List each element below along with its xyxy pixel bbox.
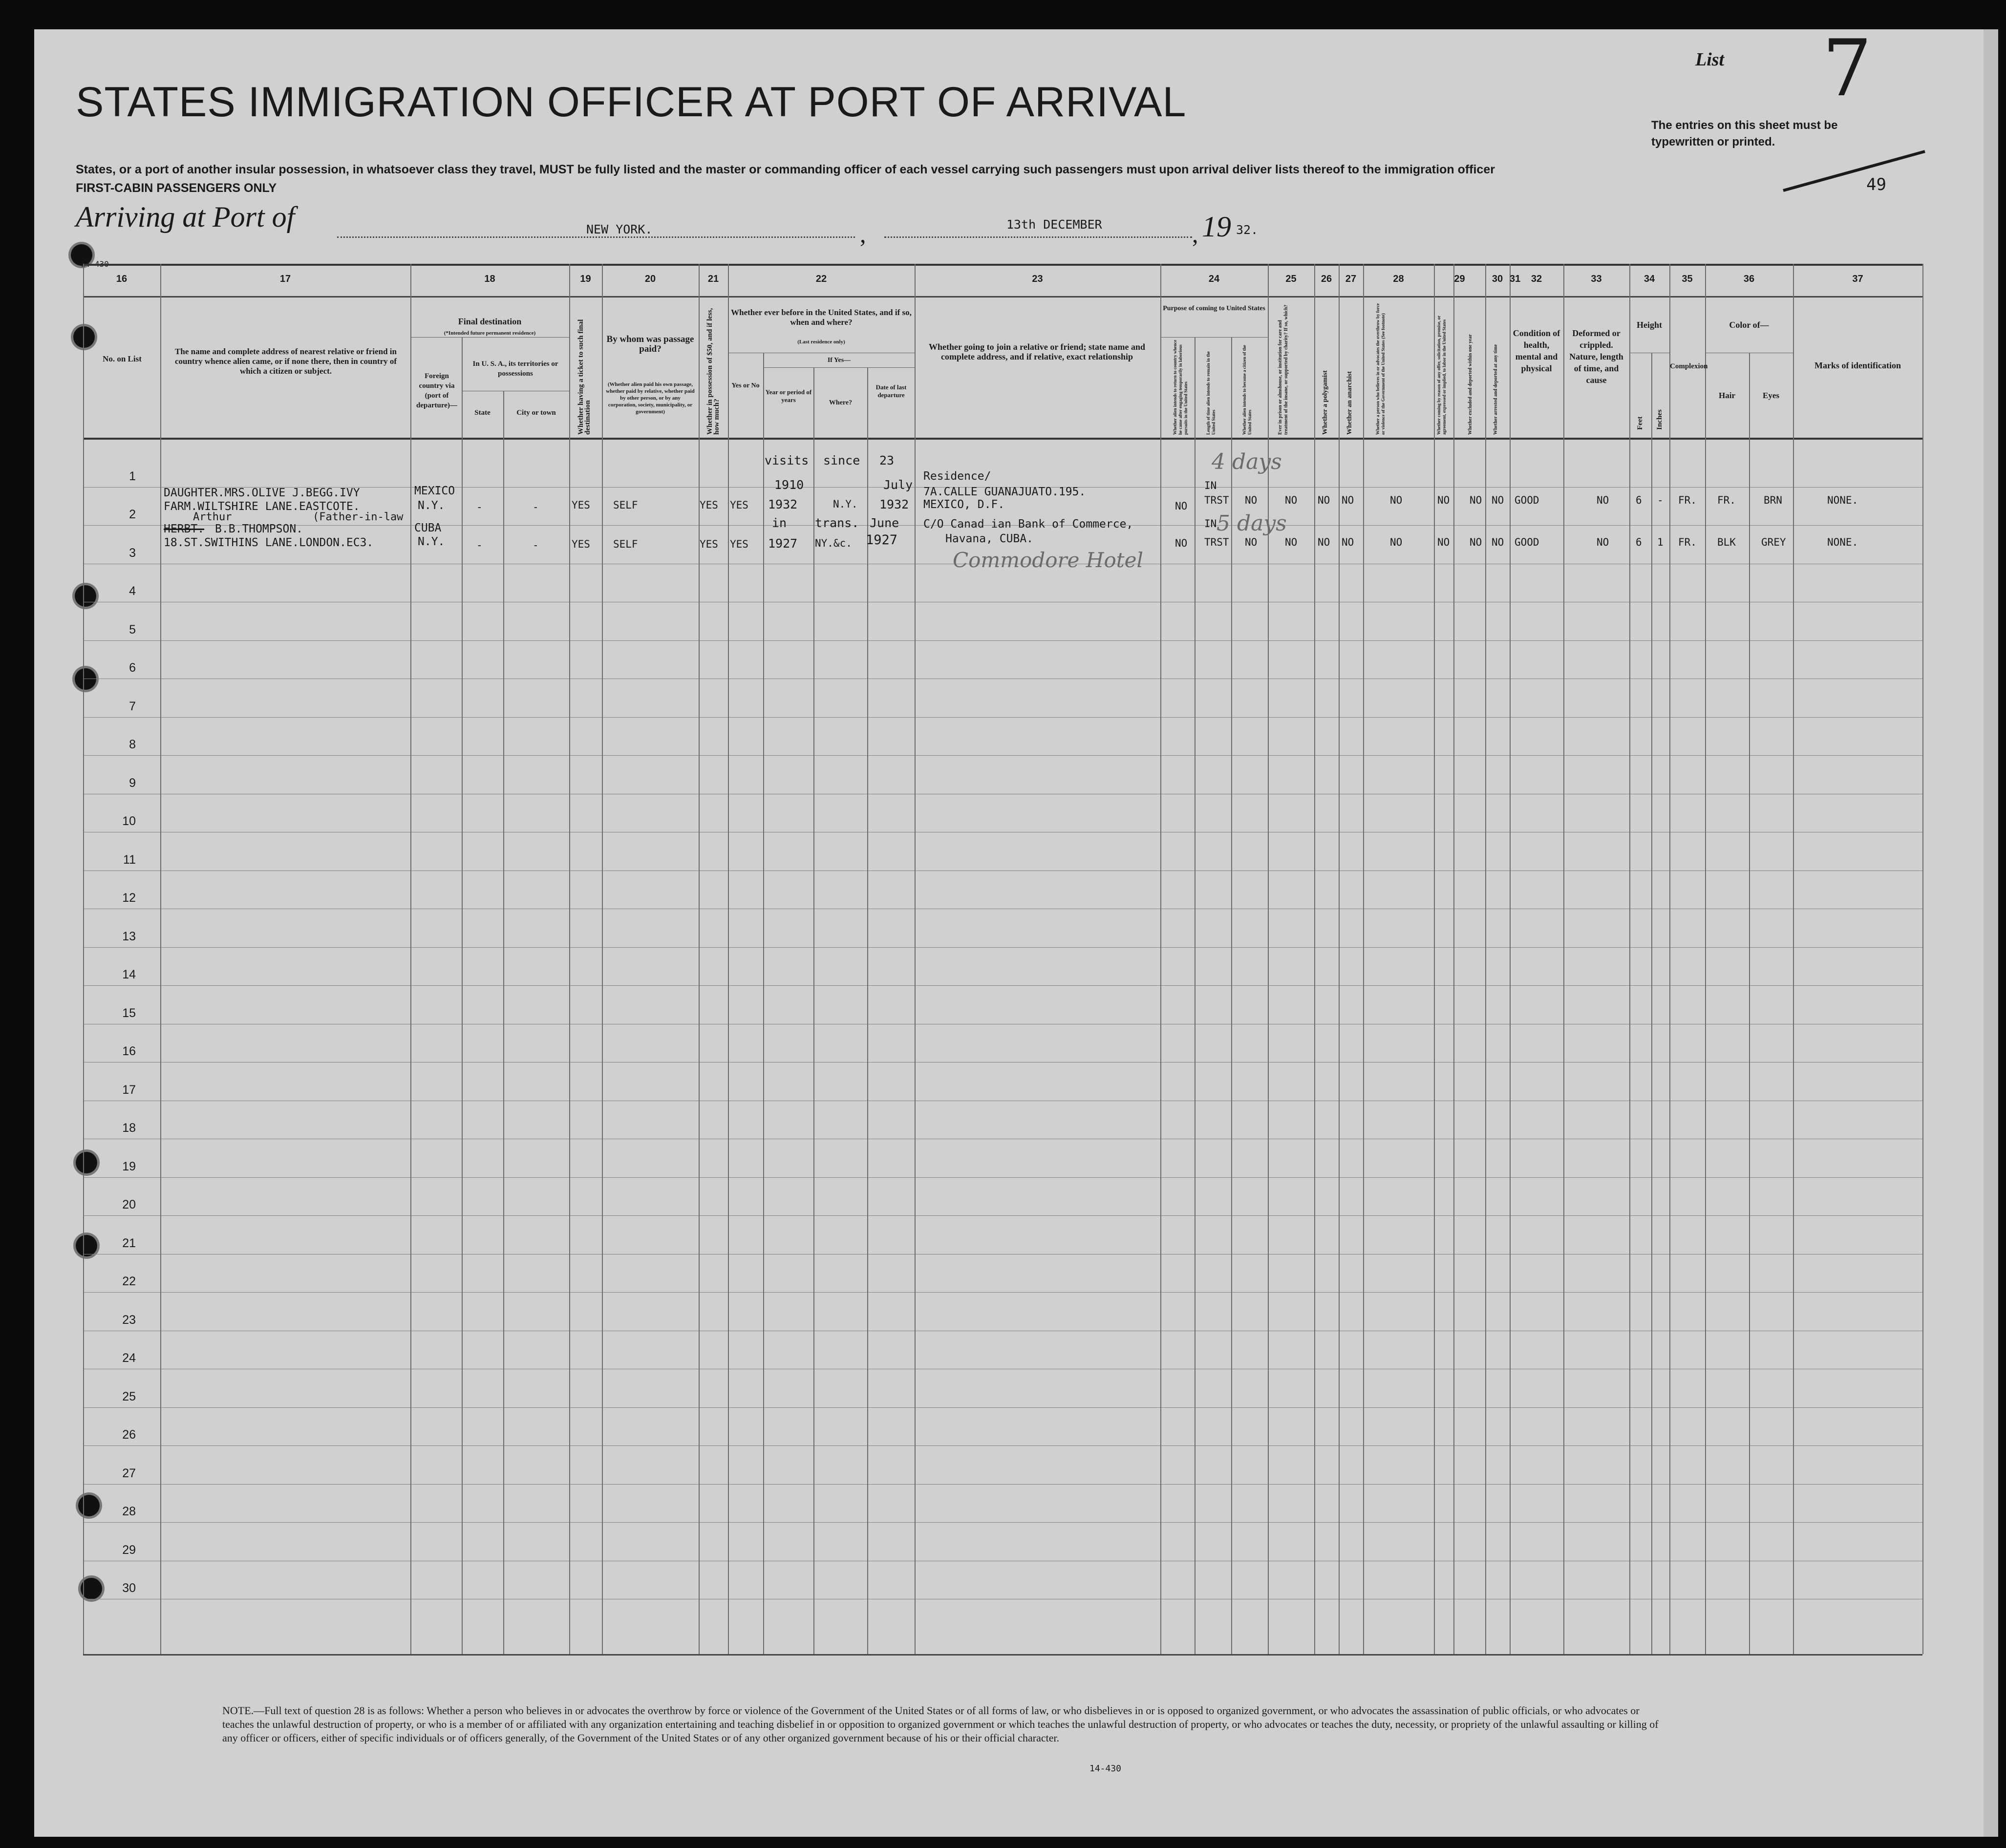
row-number: 10 xyxy=(122,814,136,828)
table-bottom-rule xyxy=(83,1654,1922,1656)
column-number: 21 xyxy=(707,274,719,284)
r1-ticket: YES xyxy=(572,499,590,511)
r1-date-line3: 1932 xyxy=(879,497,909,511)
header-state: State xyxy=(474,409,491,417)
column-rule xyxy=(915,264,916,1654)
header-overthrow: Whether a person who believes in or advocates the overthrow by force or violence of the Government of the United States (See footnote) xyxy=(1375,303,1386,435)
column-number: 16 xyxy=(116,274,128,284)
column-rule xyxy=(1160,264,1161,1654)
row-number: 3 xyxy=(129,546,136,560)
column-rule xyxy=(728,264,729,1654)
subheader-rule xyxy=(1160,337,1268,338)
header-ever-before-note: (Last residence only) xyxy=(797,339,845,345)
r2-complexion: FR. xyxy=(1678,536,1697,548)
r1-join-line1: Residence/ xyxy=(923,470,991,483)
column-rule xyxy=(1749,353,1750,1654)
r2-ever-before: YES xyxy=(730,538,748,550)
r1-where-line1: since xyxy=(823,453,860,467)
column-rule xyxy=(1922,264,1923,1654)
header-bottom-rule xyxy=(83,438,1922,440)
column-rule xyxy=(1563,264,1564,1654)
row-line xyxy=(83,1292,1922,1293)
header-color-of: Color of— xyxy=(1729,320,1769,330)
binder-hole xyxy=(78,1495,100,1516)
arrival-year-suffix: 32. xyxy=(1236,223,1259,237)
r1-marks: NONE. xyxy=(1827,494,1858,506)
r1-length-line1: IN xyxy=(1204,480,1217,491)
column-number: 31 xyxy=(1510,274,1521,284)
column-number: 25 xyxy=(1285,274,1297,284)
r1-length-line2: TRST xyxy=(1204,494,1229,506)
row-number: 26 xyxy=(122,1428,136,1442)
r1-state: - xyxy=(476,501,483,513)
column-rule xyxy=(1434,264,1435,1654)
column-rule xyxy=(462,337,463,1654)
r2-year-line2: 1927 xyxy=(768,536,798,551)
row-number: 28 xyxy=(122,1505,136,1518)
r1-ever-before: YES xyxy=(730,499,748,511)
form-number: 14-430 xyxy=(1089,1763,1122,1774)
r1-money: YES xyxy=(700,499,718,511)
column-number: 32 xyxy=(1531,274,1542,284)
row-number: 15 xyxy=(122,1006,136,1020)
column-number: 24 xyxy=(1208,274,1220,284)
form-subtitle xyxy=(76,160,1590,197)
r2-join-line2: Havana, CUBA. xyxy=(945,532,1034,545)
r1-excluded: NO xyxy=(1470,494,1482,506)
r1-port-of-departure: N.Y. xyxy=(418,499,445,512)
form-title: STATES IMMIGRATION OFFICER AT PORT OF ARRIVAL xyxy=(76,79,1187,126)
column-rule xyxy=(1485,264,1486,1654)
binder-hole xyxy=(76,1152,97,1173)
r2-where-line1: trans. xyxy=(815,516,859,530)
header-money: Whether in possession of $50, and if less, how much? xyxy=(706,308,721,435)
column-number: 27 xyxy=(1345,274,1357,284)
page-number: 49 xyxy=(1866,175,1886,194)
r1-year-line3: 1932 xyxy=(768,497,798,511)
dotted-line xyxy=(337,236,855,238)
row-number: 21 xyxy=(122,1236,136,1250)
header-where: Where? xyxy=(829,399,853,406)
header-prison: Ever in prison or almshouse, or institution for care and treatment of the insane, or supported by charity? If so, which? xyxy=(1278,304,1289,435)
r1-relative-line2: FARM.WILTSHIRE LANE.EASTCOTE. xyxy=(164,500,360,513)
row-number: 1 xyxy=(129,469,136,483)
r1-foreign-country: MEXICO xyxy=(414,485,455,497)
binder-hole xyxy=(75,668,96,690)
header-date-departure: Date of last departure xyxy=(875,383,907,399)
r2-length-line1: IN xyxy=(1204,518,1217,530)
r2-state: - xyxy=(476,539,483,551)
r1-anarchist: NO xyxy=(1342,494,1354,506)
comma: , xyxy=(1192,220,1198,248)
header-ticket: Whether having a ticket to such final destination xyxy=(577,319,592,435)
header-deported: Whether arrested and deported at any time xyxy=(1493,344,1498,435)
column-number: 20 xyxy=(644,274,656,284)
column-rule xyxy=(763,353,764,1654)
row-line xyxy=(83,1215,1922,1216)
arrival-year: 19 xyxy=(1202,211,1231,243)
r1-inches: - xyxy=(1657,494,1664,506)
row-number: 5 xyxy=(129,623,136,637)
manifest-sheet xyxy=(34,22,1984,1837)
row-line xyxy=(83,1484,1922,1485)
list-label: List xyxy=(1695,49,1725,70)
header-return-labor: Whether alien intends to return to country whence he came after engaging temporarily in laborious pursuits in the United States xyxy=(1173,340,1188,435)
row-line xyxy=(83,985,1922,986)
column-number: 22 xyxy=(815,274,827,284)
r1-join-line3: MEXICO, D.F. xyxy=(923,498,1005,511)
r2-ticket: YES xyxy=(572,538,590,550)
column-rule xyxy=(1363,264,1364,1654)
column-rule xyxy=(1339,264,1340,1654)
column-number: 36 xyxy=(1743,274,1755,284)
header-city: City or town xyxy=(516,409,556,417)
r2-passage-paid: SELF xyxy=(613,538,638,550)
r2-money: YES xyxy=(700,538,718,550)
header-excluded: Whether excluded and deported within one year xyxy=(1468,334,1473,435)
header-rule xyxy=(83,264,1922,266)
r1-health: GOOD xyxy=(1515,494,1539,506)
r2-hair: BLK xyxy=(1717,536,1736,548)
header-labor-offer: Whether coming by reason of any offer, solicitation, promise, or agreement, expressed or implied, to labor in the United States xyxy=(1436,316,1447,435)
column-number: 17 xyxy=(279,274,291,284)
header-eyes: Eyes xyxy=(1763,391,1779,400)
r2-deported: NO xyxy=(1492,536,1504,548)
r1-deformed: NO xyxy=(1597,494,1609,506)
r1-return-labor: NO xyxy=(1175,500,1188,512)
arrival-date: 13th DECEMBER xyxy=(1006,217,1102,232)
column-number: 28 xyxy=(1393,274,1404,284)
footnote: NOTE.—Full text of question 28 is as follows: Whether a person who believes in or advocates the overthrow by force or violence of the Government of the United States or of all forms of law, or who disbelieves in or is opposed to organized government, or who advocates the assassination of public officials, or who advocates or teaches the unlawful destruction of property, or who is a member of or affiliated with any organization entertaining and teaching disbelief in or opposition to organized government or which teaches the unlawful destruction of property, or who advocates or teaches the duty, necessity, or propriety of the unlawful assaulting or killing of any officer or officers, either of specific individuals or of officers generally, of the Government of the United States or of any other organized government because of his or their official character. xyxy=(222,1704,1659,1744)
header-deformed: Deformed or crippled. Nature, length of time, and cause xyxy=(1569,328,1623,385)
r2-return-labor: NO xyxy=(1175,537,1188,549)
column-rule xyxy=(1705,264,1706,1654)
r1-join-line2: 7A.CALLE GUANAJUATO.195. xyxy=(923,486,1086,498)
row-line xyxy=(83,755,1922,756)
r1-relative-line1: DAUGHTER.MRS.OLIVE J.BEGG.IVY xyxy=(164,487,360,499)
column-rule xyxy=(160,264,161,1654)
header-length-stay: Length of time alien intends to remain in the United States xyxy=(1206,351,1216,435)
row-number: 18 xyxy=(122,1121,136,1135)
arrival-port: NEW YORK. xyxy=(586,222,653,236)
r2-city: - xyxy=(533,539,539,551)
r2-port-of-departure: N.Y. xyxy=(418,535,445,548)
row-line xyxy=(83,1445,1922,1446)
header-inches: Inches xyxy=(1656,409,1664,430)
column-rule xyxy=(410,264,411,1654)
header-no-on-list: No. on List xyxy=(103,354,142,363)
row-number: 8 xyxy=(129,738,136,751)
arriving-label: Arriving at Port of xyxy=(76,201,295,233)
column-rule xyxy=(1629,264,1630,1654)
binder-hole xyxy=(73,326,95,348)
r2-marks: NONE. xyxy=(1827,536,1858,548)
column-number: 29 xyxy=(1454,274,1465,284)
column-rule xyxy=(1510,264,1511,1654)
header-final-destination-note: (*Intended future permanent residence) xyxy=(444,330,536,336)
r1-passage-paid: SELF xyxy=(613,499,638,511)
r2-health: GOOD xyxy=(1515,536,1539,548)
header-hair: Hair xyxy=(1719,391,1735,400)
row-number: 20 xyxy=(122,1198,136,1211)
r1-date-line1: 23 xyxy=(879,453,895,467)
column-rule xyxy=(569,264,570,1654)
page-edge xyxy=(1984,29,1998,1837)
header-usa: In U. S. A., its territories or possessions xyxy=(472,360,558,378)
header-passage-paid: By whom was passage paid? xyxy=(606,334,694,354)
column-number: 19 xyxy=(580,274,591,284)
column-number: 37 xyxy=(1852,274,1863,284)
r2-foreign-country: CUBA xyxy=(414,522,442,534)
r2-year-line1: in xyxy=(772,516,787,530)
form-instructions: States, or a port of another insular possession, in whatsoever class they travel, MUST be fully listed and the master or commanding officer of each vessel carrying such passengers must upon arrival deliver lists thereof to the immigration officer xyxy=(76,163,1495,176)
column-number: 35 xyxy=(1682,274,1693,284)
header-health: Condition of health, mental and physical xyxy=(1513,328,1560,373)
row-line xyxy=(83,1177,1922,1178)
r2-anarchist: NO xyxy=(1342,536,1354,548)
column-rule xyxy=(699,264,700,1654)
column-rule xyxy=(83,264,84,1654)
header-complexion: Complexion xyxy=(1670,362,1708,370)
column-number: 34 xyxy=(1643,274,1655,284)
comma: , xyxy=(860,220,866,248)
column-number-rule xyxy=(83,296,1922,297)
column-rule xyxy=(1669,264,1670,1654)
class-note: FIRST-CABIN PASSENGERS ONLY xyxy=(76,181,277,195)
r1-city: - xyxy=(533,501,539,513)
header-join-relative: Whether going to join a relative or friend; state name and complete address, and if relative, exact relationship xyxy=(929,342,1145,361)
row-number: 25 xyxy=(122,1390,136,1403)
row-number: 27 xyxy=(122,1466,136,1480)
r2-relative-line1: Arthur xyxy=(193,511,232,523)
r1-length-handwritten: 4 days xyxy=(1212,449,1282,474)
r2-inches: 1 xyxy=(1657,536,1664,548)
list-number: 7 xyxy=(1822,22,1872,114)
row-number: 22 xyxy=(122,1274,136,1288)
r1-year-line2: 1910 xyxy=(774,478,804,492)
r1-feet: 6 xyxy=(1636,494,1642,506)
r2-date-line2: 1927 xyxy=(866,532,898,548)
r2-citizen: NO xyxy=(1245,536,1258,548)
column-number: 18 xyxy=(484,274,495,284)
column-rule xyxy=(813,367,814,1654)
header-polygamist: Whether a polygamist xyxy=(1322,370,1329,435)
r1-complexion: FR. xyxy=(1678,494,1697,506)
column-number: 30 xyxy=(1492,274,1503,284)
r1-date-line2: July xyxy=(883,478,913,492)
r1-year-line1: visits xyxy=(765,453,809,467)
r2-relative-line2: B.B.THOMPSON. xyxy=(215,523,303,535)
r2-join-line1: C/O Canad ian Bank of Commerce, xyxy=(923,518,1133,531)
typewritten-note: The entries on this sheet must be typewritten or printed. xyxy=(1651,119,1838,149)
row-number: 23 xyxy=(122,1313,136,1327)
r1-hair: FR. xyxy=(1717,494,1736,506)
column-rule xyxy=(602,264,603,1654)
row-number: 4 xyxy=(129,584,136,598)
row-number: 2 xyxy=(129,508,136,521)
r2-feet: 6 xyxy=(1636,536,1642,548)
r2-date-line1: June xyxy=(870,516,899,530)
column-number: 23 xyxy=(1032,274,1043,284)
r2-relative-struck: HERBT. xyxy=(164,523,205,535)
r2-length-line2: TRST xyxy=(1204,536,1229,548)
row-number: 19 xyxy=(122,1160,136,1173)
header-year: Year or period of years xyxy=(765,388,812,404)
row-number: 13 xyxy=(122,930,136,943)
column-number: 26 xyxy=(1321,274,1332,284)
header-feet: Feet xyxy=(1636,416,1644,430)
row-number: 11 xyxy=(123,853,136,867)
r2-labor-offer: NO xyxy=(1437,536,1450,548)
column-rule xyxy=(867,367,868,1654)
row-number: 7 xyxy=(129,700,136,713)
r2-excluded: NO xyxy=(1470,536,1482,548)
row-number: 29 xyxy=(122,1543,136,1557)
column-number: 33 xyxy=(1591,274,1602,284)
r2-polygamist: NO xyxy=(1318,536,1330,548)
row-number: 14 xyxy=(122,968,136,981)
row-number: 9 xyxy=(129,776,136,790)
subheader-rule xyxy=(763,367,915,368)
header-nearest-relative: The name and complete address of nearest relative or friend in country whence alien came, or if none there, then in country of which a citizen or subject. xyxy=(174,347,397,376)
binder-hole xyxy=(76,1235,97,1256)
r2-prison: NO xyxy=(1285,536,1298,548)
binder-hole xyxy=(75,585,96,607)
r1-labor-offer: NO xyxy=(1437,494,1450,506)
header-purpose: Purpose of coming to United States xyxy=(1163,305,1265,312)
header-become-citizen: Whether alien intends to become a citizen of the United States xyxy=(1242,345,1252,435)
row-number: 16 xyxy=(122,1044,136,1058)
r1-eyes: BRN xyxy=(1764,494,1782,506)
column-rule xyxy=(1651,353,1652,1654)
r2-join-handwritten: Commodore Hotel xyxy=(953,548,1143,572)
r1-where-line3: N.Y. xyxy=(833,498,858,510)
header-anarchist: Whether an anarchist xyxy=(1346,371,1353,435)
r2-eyes: GREY xyxy=(1761,536,1786,548)
header-if-yes: If Yes— xyxy=(827,357,851,364)
column-rule xyxy=(503,391,504,1654)
row-number: 30 xyxy=(122,1581,136,1595)
r2-overthrow: NO xyxy=(1390,536,1403,548)
row-line xyxy=(83,640,1922,641)
r2-where-line2: NY.&c. xyxy=(815,537,852,549)
header-ever-before: Whether ever before in the United States, and if so, when and where? xyxy=(731,308,912,327)
row-line xyxy=(83,717,1922,718)
row-line xyxy=(83,947,1922,948)
header-passage-note: (Whether alien paid his own passage, whether paid by relative, whether paid by other person, or by any corporation, society, municipality, or government) xyxy=(606,382,695,415)
row-line xyxy=(83,1407,1922,1408)
row-number: 12 xyxy=(122,891,136,905)
r2-relative-line1b: (Father-in-law xyxy=(313,511,404,523)
r1-polygamist: NO xyxy=(1318,494,1330,506)
r1-prison: NO xyxy=(1285,494,1298,506)
column-rule xyxy=(1793,264,1794,1654)
r2-deformed: NO xyxy=(1597,536,1609,548)
header-height: Height xyxy=(1637,320,1662,330)
r1-deported: NO xyxy=(1492,494,1504,506)
row-number: 17 xyxy=(122,1083,136,1097)
r2-relative-line3: 18.ST.SWITHINS LANE.LONDON.EC3. xyxy=(164,536,374,549)
column-rule xyxy=(1453,264,1454,1654)
header-final-destination: Final destination xyxy=(458,317,522,326)
r1-citizen: NO xyxy=(1245,494,1258,506)
header-yes-no: Yes or No xyxy=(731,382,760,389)
r2-length-handwritten: 5 days xyxy=(1216,511,1287,536)
form-number: 14-430 xyxy=(81,259,109,269)
header-marks: Marks of identification xyxy=(1814,361,1901,370)
header-foreign-country: Foreign country via (port of departure)— xyxy=(416,372,457,409)
row-line xyxy=(83,1522,1922,1523)
dotted-line xyxy=(884,236,1192,238)
r1-overthrow: NO xyxy=(1390,494,1403,506)
row-number: 24 xyxy=(122,1351,136,1365)
row-number: 6 xyxy=(129,661,136,675)
column-rule xyxy=(1314,264,1315,1654)
